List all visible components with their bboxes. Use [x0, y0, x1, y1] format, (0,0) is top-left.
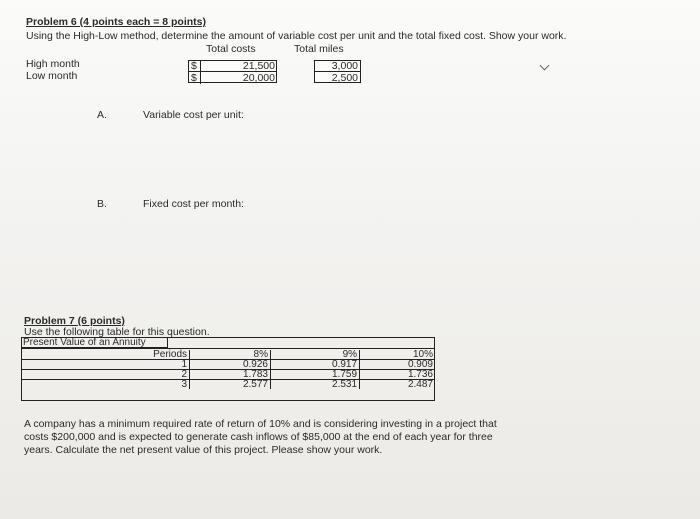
- header-total-miles: Total miles: [294, 43, 344, 55]
- rate-8-cell: 1.783: [190, 370, 271, 380]
- dollar-sign-low: $: [191, 72, 197, 84]
- table-row: [21, 380, 435, 390]
- dollar-sign-high: $: [191, 60, 197, 72]
- rate-9-cell: 2.531: [271, 380, 360, 390]
- rate-9-cell: 1.759: [271, 370, 360, 380]
- problem6-instruction: Using the High-Low method, determine the amount of variable cost per unit and the total fixed cost. Show your work.: [26, 30, 567, 42]
- row-label-low: Low month: [26, 70, 78, 82]
- problem7-question-line2: costs $200,000 and is expected to generate cash inflows of $85,000 at the end of each year for three: [24, 431, 493, 443]
- problem7-instruction: Use the following table for this question.: [24, 326, 210, 338]
- cost-low: 20,000: [200, 72, 275, 84]
- rate-10-cell: 2.487: [360, 380, 435, 390]
- rate-10-cell: 0.909: [360, 360, 435, 370]
- chevron-down-icon: [540, 61, 550, 71]
- pv-table-rule: [21, 348, 435, 349]
- rate-8-cell: 2.577: [190, 380, 271, 390]
- header-total-costs: Total costs: [206, 43, 256, 55]
- rate-9-cell: 0.917: [271, 360, 360, 370]
- header-rate-9: 9%: [271, 350, 360, 360]
- miles-low: 2,500: [331, 72, 358, 84]
- period-cell: 2: [21, 370, 190, 380]
- row-label-high: High month: [26, 58, 80, 70]
- miles-high: 3,000: [331, 60, 358, 72]
- rate-10-cell: 1.736: [360, 370, 435, 380]
- part-a-text: Variable cost per unit:: [143, 109, 244, 121]
- table-row: [21, 360, 435, 370]
- problem7-question-line3: years. Calculate the net present value of this project. Please show your work.: [24, 444, 383, 456]
- period-cell: 3: [21, 380, 190, 390]
- part-a-letter: A.: [97, 109, 107, 121]
- pv-table-title: Present Value of an Annuity: [23, 337, 146, 348]
- period-cell: 1: [21, 360, 190, 370]
- pv-header-row: [21, 350, 435, 360]
- part-b-text: Fixed cost per month:: [143, 198, 244, 210]
- problem7-question-line1: A company has a minimum required rate of return of 10% and is considering investing in a project that: [24, 418, 497, 430]
- cost-high: 21,500: [200, 60, 275, 72]
- part-b-letter: B.: [97, 198, 107, 210]
- pv-table: [21, 350, 435, 389]
- header-rate-8: 8%: [190, 350, 271, 360]
- header-rate-10: 10%: [412, 349, 433, 360]
- table-row: [21, 370, 435, 380]
- problem7-title: Problem 7 (6 points): [24, 315, 125, 327]
- header-periods: Periods: [21, 350, 190, 360]
- problem6-title: Problem 6 (4 points each = 8 points): [26, 16, 206, 28]
- rate-8-cell: 0.926: [190, 360, 271, 370]
